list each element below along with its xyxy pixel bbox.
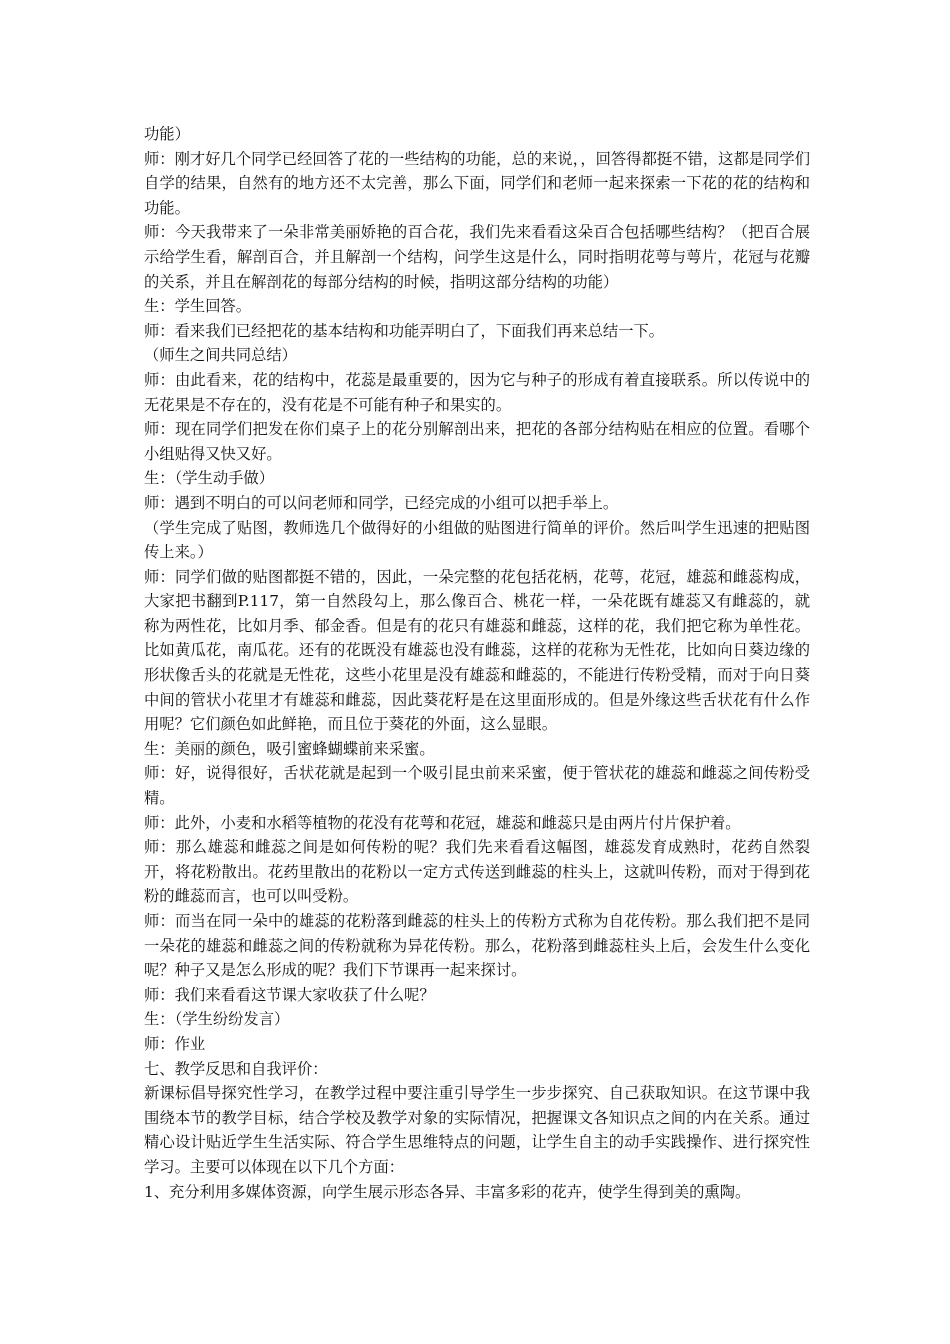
paragraph-19: 生：（学生纷纷发言）	[144, 1010, 290, 1029]
paragraph-18: 师：我们来看看这节课大家收获了什么呢？	[144, 985, 435, 1004]
paragraph-20: 师：作业	[144, 1034, 206, 1053]
paragraph-5: 师：看来我们已经把花的基本结构和功能弄明白了，下面我们再来总结一下。	[144, 321, 665, 340]
paragraph-15: 师：此外，小麦和水稻等植物的花没有花萼和花冠，雄蕊和雌蕊只是由两片付片保护着。	[144, 813, 741, 832]
paragraph-1: 功能）	[144, 125, 190, 143]
paragraph-9: 生：（学生动手做）	[144, 469, 275, 488]
paragraph-12: 师：同学们做的贴图都挺不错的，因此，一朵完整的花包括花柄，花萼，花冠，雄蕊和雌蕊构成，大家把书翻到P.117，第一自然段勾上，那么像百合、桃花一样，一朵花既有雄蕊又有雌蕊的，就称为两性花，比如月季、郁金香。但是有的花只有雄蕊和雌蕊，这样的花，我们把它称为单性花。比如黄瓜花，南瓜花。还有的花既没有雄蕊也没有雌蕊，这样的花称为无性花，比如向日葵边缘的形状像舌头的花就是无性花，这些小花里是没有雄蕊和雌蕊的，不能进行传粉受精，而对于向日葵中间的管状小花里才有雄蕊和雌蕊，因此葵花籽是在这里面形成的。但是外缘这些舌状花有什么作用呢？它们颜色如此鲜艳，而且位于葵花的外面，这么显眼。	[144, 567, 810, 734]
paragraph-3: 师：今天我带来了一朵非常美丽娇艳的百合花，我们先来看看这朵百合包括哪些结构？（把百合展示给学生看，解剖百合，并且解剖一个结构，问学生这是什么，同时指明花萼与萼片，花冠与花瓣的关系，并且在解剖花的每部分结构的时候，指明这部分结构的功能）	[144, 223, 810, 291]
paragraph-13: 生：美丽的颜色，吸引蜜蜂蝴蝶前来采蜜。	[144, 739, 435, 758]
paragraph-6: （师生之间共同总结）	[144, 346, 297, 365]
paragraph-2: 师：刚才好几个同学已经回答了花的一些结构的功能，总的来说，，回答得都挺不错，这都是同学们自学的结果，自然有的地方还不太完善，那么下面，同学们和老师一起来探索一下花的花的结构和功能。	[144, 149, 810, 217]
paragraph-11: （学生完成了贴图，教师选几个做得好的小组做的贴图进行简单的评价。然后叫学生迅速的把贴图传上来。）	[144, 518, 810, 562]
paragraph-7: 师：由此看来，花的结构中，花蕊是最重要的，因为它与种子的形成有着直接联系。所以传说中的无花果是不存在的，没有花是不可能有种子和果实的。	[144, 370, 810, 414]
paragraph-14: 师：好，说得很好，舌状花就是起到一个吸引昆虫前来采蜜，便于管状花的雄蕊和雌蕊之间传粉受精。	[144, 764, 810, 808]
document-page	[144, 122, 810, 1204]
paragraph-16: 师：那么雄蕊和雌蕊之间是如何传粉的呢？我们先来看看这幅图，雄蕊发育成熟时，花药自然裂开，将花粉散出。花药里散出的花粉以一定方式传送到雌蕊的柱头上，这就叫传粉，而对于得到花粉的雌蕊而言，也可以叫受粉。	[144, 838, 810, 906]
paragraph-23: 1、充分利用多媒体资源，向学生展示形态各异、丰富多彩的花卉，使学生得到美的熏陶。	[144, 1182, 751, 1201]
paragraph-8: 师：现在同学们把发在你们桌子上的花分别解剖出来，把花的各部分结构贴在相应的位置。看哪个小组贴得又快又好。	[144, 420, 810, 463]
section-heading-reflection: 七、教学反思和自我评价：	[144, 1059, 328, 1078]
paragraph-10: 师：遇到不明白的可以问老师和同学，已经完成的小组可以把手举上。	[144, 493, 619, 512]
paragraph-17: 师：而当在同一朵中的雄蕊的花粉落到雌蕊的柱头上的传粉方式称为自花传粉。那么我们把不是同一朵花的雄蕊和雌蕊之间的传粉就称为异花传粉。那么，花粉落到雌蕊柱头上后，会发生什么变化呢？种子又是怎么形成的呢？我们下节课再一起来探讨。	[144, 912, 810, 980]
paragraph-22: 新课标倡导探究性学习，在教学过程中要注重引导学生一步步探究、自己获取知识。在这节课中我围绕本节的教学目标，结合学校及教学对象的实际情况，把握课文各知识点之间的内在关系。通过精心设计贴近学生生活实际、符合学生思维特点的问题，让学生自主的动手实践操作、进行探究性学习。主要可以体现在以下几个方面：	[144, 1084, 810, 1176]
paragraph-4: 生：学生回答。	[144, 297, 252, 316]
